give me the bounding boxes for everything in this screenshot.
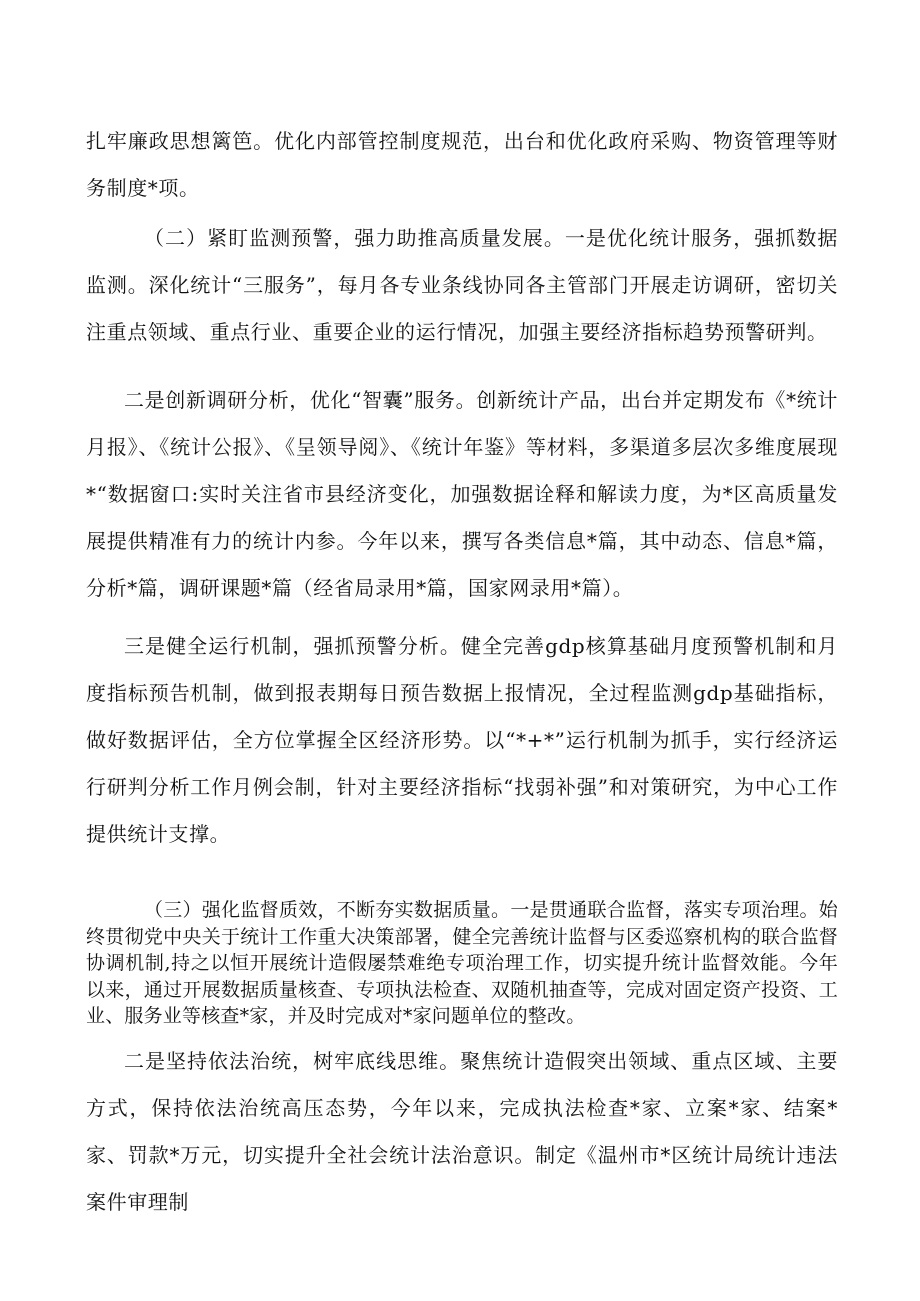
paragraph-4: 三是健全运行机制，强抓预警分析。健全完善gdp核算基础月度预警机制和月度指标预告机制，做到报表期每日预告数据上报情况，全过程监测gdp基础指标，做好数据评估，全方位掌握全区经济形势。以“*+*”运行机制为抓手，实行经济运行研判分析工作月例会制，针对主要经济指标“找弱补强”和对策研究，为中心工作提供统计支撑。 (86, 634, 838, 846)
paragraph-5: （三）强化监督质效，不断夯实数据质量。一是贯通联合监督，落实专项治理。始终贯彻党中央关于统计工作重大决策部署，健全完善统计监督与区委巡察机构的联合监督协调机制,持之以恒开展统计造假屡禁难绝专项治理工作，切实提升统计监督效能。今年以来，通过开展数据质量核查、专项执法检查、双随机抽查等，完成对固定资产投资、工业、服务业等核查*家，并及时完成对*家问题单位的整改。 (86, 899, 838, 1027)
paragraph-1: 扎牢廉政思想篱笆。优化内部管控制度规范，出台和优化政府采购、物资管理等财务制度*项。 (86, 129, 838, 200)
paragraph-6: 二是坚持依法治统，树牢底线思维。聚焦统计造假突出领域、重点区域、主要方式，保持依法治统高压态势，今年以来，完成执法检查*家、立案*家、结案*家、罚款*万元，切实提升全社会统计法治意识。制定《温州市*区统计局统计违法案件审理制 (86, 1049, 838, 1214)
paragraph-2: （二）紧盯监测预警，强力助推高质量发展。一是优化统计服务，强抓数据监测。深化统计“三服务”，每月各专业条线协同各主管部门开展走访调研，密切关注重点领域、重点行业、重要企业的运行情况，加强主要经济指标趋势预警研判。 (86, 226, 838, 344)
paragraph-3: 二是创新调研分析，优化“智囊”服务。创新统计产品，出台并定期发布《*统计月报》、《统计公报》、《呈领导阅》、《统计年鉴》等材料，多渠道多层次多维度展现*“数据窗口:实时关注省市县经济变化，加强数据诠释和解读力度，为*区高质量发展提供精准有力的统计内参。今年以来，撰写各类信息*篇，其中动态、信息*篇，分析*篇，调研课题*篇（经省局录用*篇，国家网录用*篇）。 (86, 388, 838, 600)
